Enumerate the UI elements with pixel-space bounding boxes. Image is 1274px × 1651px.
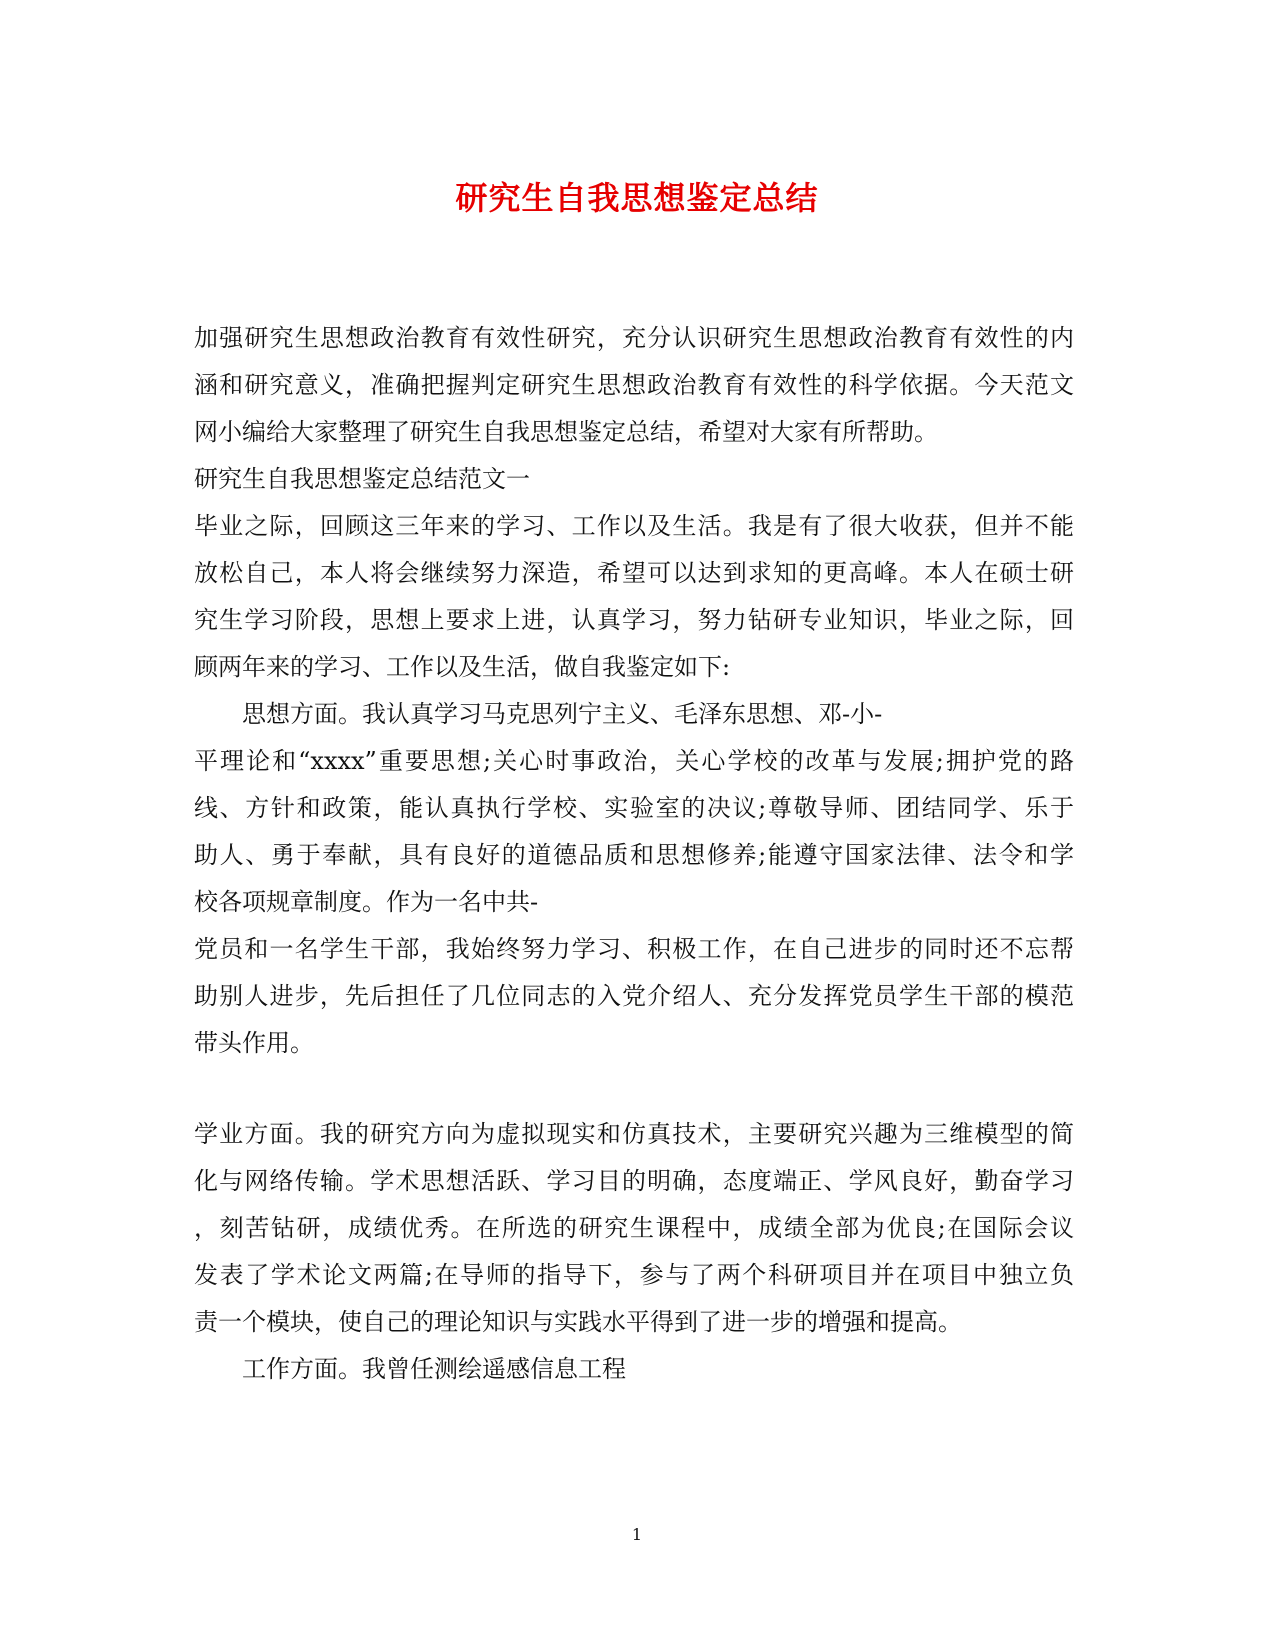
body-line: 涵和研究意义，准确把握判定研究生思想政治教育有效性的科学依据。今天范文 [194,371,1074,399]
body-line: 党员和一名学生干部，我始终努力学习、积极工作，在自己进步的同时还不忘帮 [194,935,1074,963]
body-line: 究生学习阶段，思想上要求上进，认真学习，努力钻研专业知识，毕业之际，回 [194,606,1074,634]
body-line: 网小编给大家整理了研究生自我思想鉴定总结，希望对大家有所帮助。 [194,418,938,446]
body-line: 带头作用。 [194,1029,314,1057]
body-line: 助别人进步，先后担任了几位同志的入党介绍人、充分发挥党员学生干部的模范 [194,982,1074,1010]
body-line: 发表了学术论文两篇;在导师的指导下，参与了两个科研项目并在项目中独立负 [194,1261,1074,1289]
body-line: 思想方面。我认真学习马克思列宁主义、毛泽东思想、邓-小- [242,700,883,728]
section-heading: 研究生自我思想鉴定总结范文一 [194,465,530,493]
page-number: 1 [631,1525,643,1544]
body-line: 平理论和“xxxx”重要思想;关心时事政治，关心学校的改革与发展;拥护党的路 [194,747,1074,775]
body-line: 学业方面。我的研究方向为虚拟现实和仿真技术，主要研究兴趣为三维模型的简 [194,1120,1074,1148]
body-line: 毕业之际，回顾这三年来的学习、工作以及生活。我是有了很大收获，但并不能 [194,512,1074,540]
body-line: 助人、勇于奉献，具有良好的道德品质和思想修养;能遵守国家法律、法令和学 [194,841,1074,869]
body-line: 责一个模块，使自己的理论知识与实践水平得到了进一步的增强和提高。 [194,1308,962,1336]
body-line: ，刻苦钻研，成绩优秀。在所选的研究生课程中，成绩全部为优良;在国际会议 [194,1214,1074,1242]
body-line: 化与网络传输。学术思想活跃、学习目的明确，态度端正、学风良好，勤奋学习 [194,1167,1074,1195]
body-line: 校各项规章制度。作为一名中共- [194,888,539,916]
body-line: 顾两年来的学习、工作以及生活，做自我鉴定如下: [194,653,731,681]
body-line: 放松自己，本人将会继续努力深造，希望可以达到求知的更高峰。本人在硕士研 [194,559,1074,587]
body-line: 加强研究生思想政治教育有效性研究，充分认识研究生思想政治教育有效性的内 [194,324,1074,352]
document-title: 研究生自我思想鉴定总结 [455,179,819,217]
body-line: 工作方面。我曾任测绘遥感信息工程 [242,1355,626,1383]
body-line: 线、方针和政策，能认真执行学校、实验室的决议;尊敬导师、团结同学、乐于 [194,794,1074,822]
